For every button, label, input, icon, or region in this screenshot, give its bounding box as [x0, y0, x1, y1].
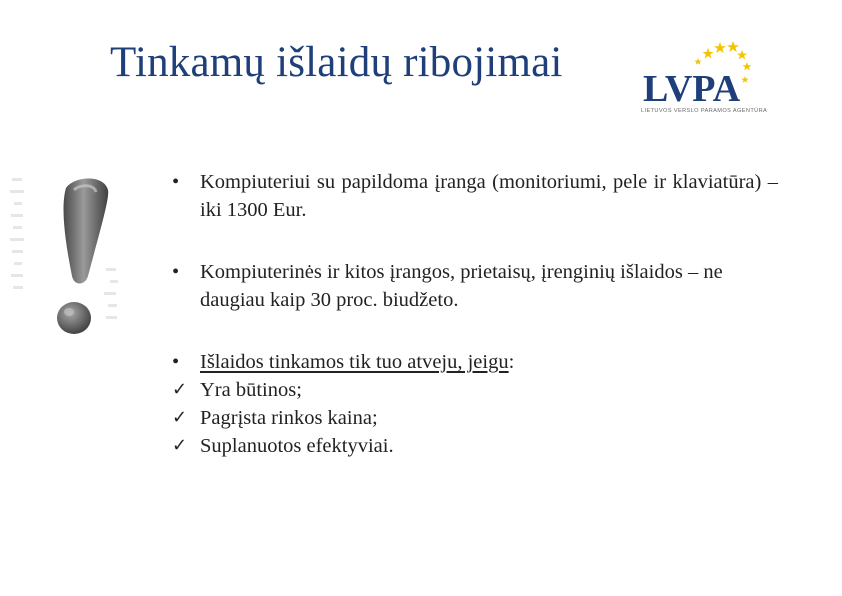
list-item: [172, 168, 778, 224]
bullet-marker: •: [172, 261, 180, 283]
list-item: [172, 404, 778, 432]
list-item-text: Kompiuterinės ir kitos įrangos, prietaisų, įrenginių išlaidos – ne daugiau kaip 30 proc. biudžeto.: [200, 261, 723, 311]
check-icon: ✓: [172, 379, 188, 400]
conditions-colon: :: [508, 351, 515, 373]
list-item-text: Yra būtinos;: [200, 379, 302, 401]
list-item-text: Suplanuotos efektyviai.: [200, 435, 394, 457]
exclamation-icon: [8, 168, 138, 358]
list-item-text: Kompiuteriui su papildoma įranga (monitoriumi, pele ir klaviatūra) – iki 1300 Eur.: [200, 171, 778, 221]
check-icon: ✓: [172, 435, 188, 456]
logo-wordmark: LVPA: [643, 68, 741, 110]
logo-subtitle: LIETUVOS VERSLO PARAMOS AGENTŪRA: [641, 108, 768, 114]
list-item: [172, 432, 778, 460]
bullet-marker: •: [172, 351, 180, 373]
list-item: [172, 348, 778, 376]
list-item-text: Pagrįsta rinkos kaina;: [200, 407, 378, 429]
list-item: [172, 376, 778, 404]
list-item: [172, 258, 778, 314]
slide-title: Tinkamų išlaidų ribojimai: [110, 39, 563, 86]
bullet-list: [172, 168, 778, 460]
conditions-heading: Išlaidos tinkamos tik tuo atveju, jeigu: [200, 351, 509, 373]
check-icon: ✓: [172, 407, 188, 428]
bullet-marker: •: [172, 171, 180, 193]
lvpa-logo: [638, 38, 778, 120]
